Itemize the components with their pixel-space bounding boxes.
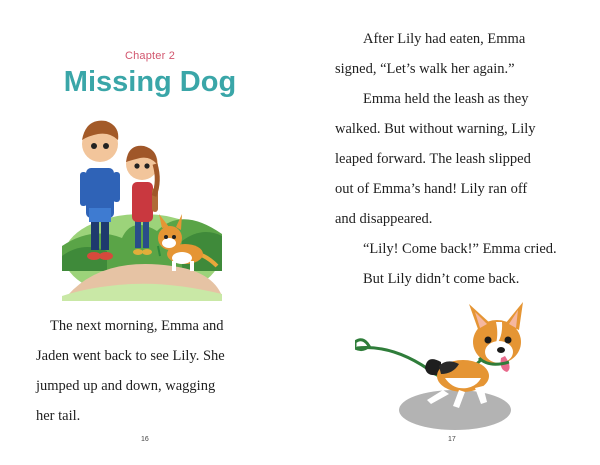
text-line: jumped up and down, wagging — [36, 378, 216, 394]
chapter-label: Chapter 2 — [124, 50, 176, 62]
text-line: Jaden went back to see Lily. She — [36, 348, 225, 364]
text-line: Emma held the leash as they — [363, 91, 529, 107]
text-line: After Lily had eaten, Emma — [363, 31, 526, 47]
text-line: The next morning, Emma and — [50, 318, 224, 334]
right-body-text — [335, 24, 584, 294]
kids-walking-dog-illustration — [62, 106, 222, 301]
text-line: signed, “Let’s walk her again.” — [335, 61, 515, 77]
text-line: But Lily didn’t come back. — [363, 271, 520, 287]
text-line: walked. But without warning, Lily — [335, 121, 536, 137]
text-line: and disappeared. — [335, 211, 433, 227]
text-line: out of Emma’s hand! Lily ran off — [335, 181, 528, 197]
text-line: her tail. — [36, 408, 81, 424]
text-line: “Lily! Come back!” Emma cried. — [363, 241, 557, 257]
page-number-left: 16 — [141, 436, 149, 443]
running-dog-illustration — [355, 296, 555, 436]
page-number-right: 17 — [448, 436, 456, 443]
text-line: leaped forward. The leash slipped — [335, 151, 531, 167]
chapter-title: Missing Dog — [63, 66, 237, 98]
left-body-text — [36, 311, 276, 431]
